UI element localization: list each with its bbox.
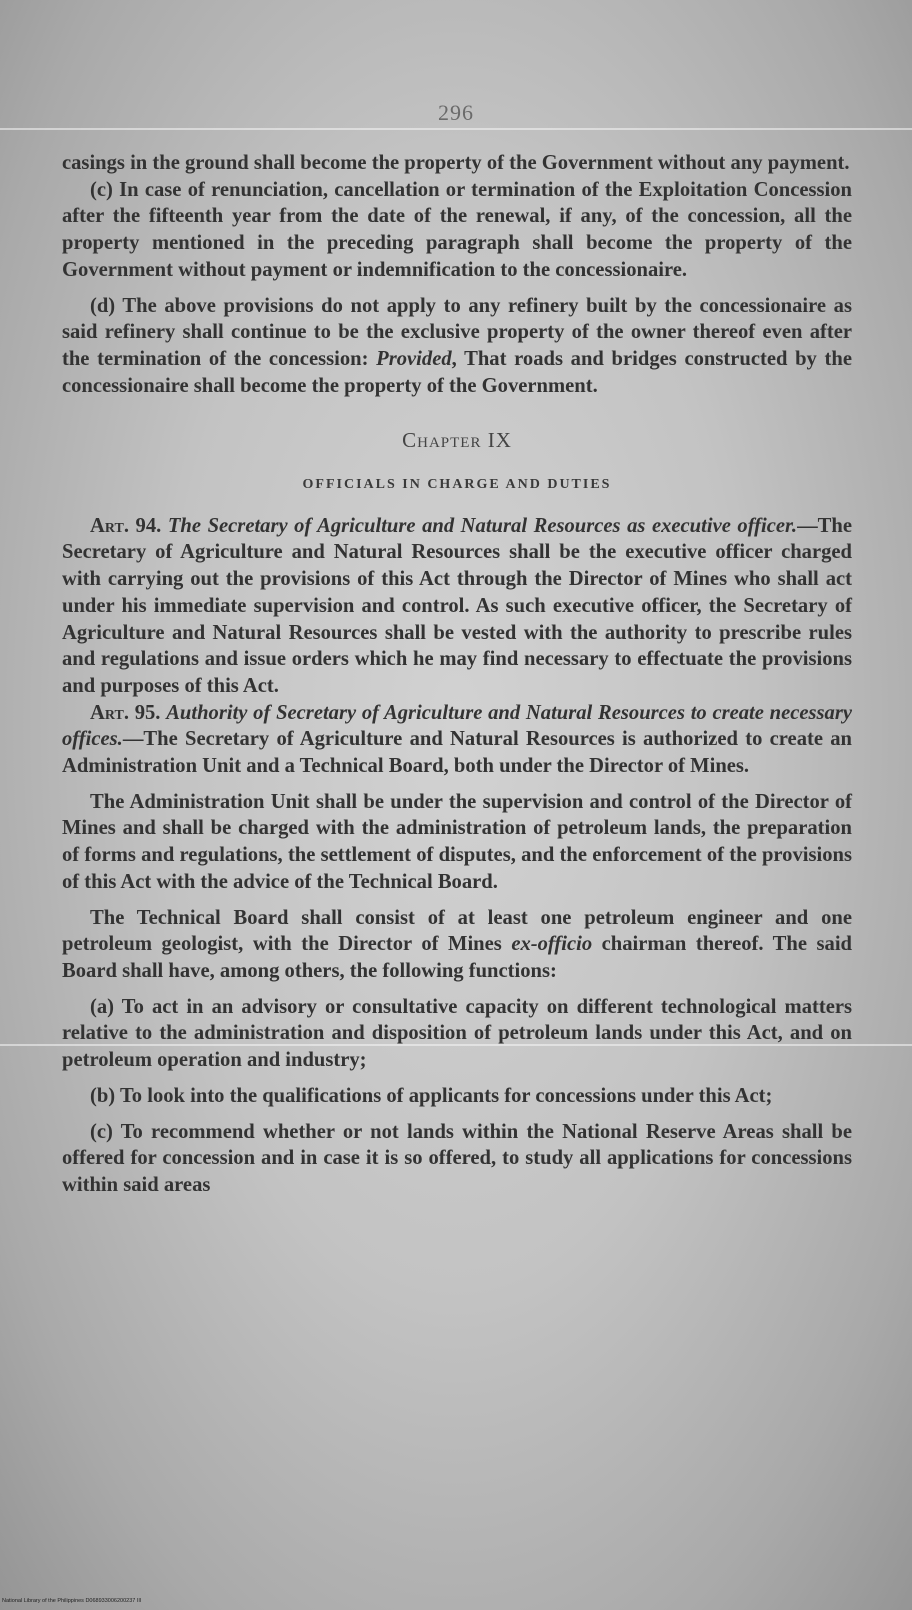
paragraph-d-main: (d) The above provisions do not apply to any refinery built by the concessionaire as said refinery shall continue to be the exclusive property of the owner thereof even after the termination of the concession:: [62, 294, 852, 370]
function-b: (b) To look into the qualifications of applicants for concessions under this Act;: [90, 1084, 773, 1107]
paragraph-technical-board: [62, 905, 852, 985]
paragraph-administration-unit: The Administration Unit shall be under the supervision and control of the Director of Mines and shall be charged with the administration of petroleum lands, the preparation of forms and regulations, the settlement of disputes, and the enforcement of the provisions of this Act with the advice of the Technical Board.: [62, 790, 852, 893]
chapter-title: Chapter IX: [402, 428, 512, 453]
paragraph-d-tail: , That roads and bridges constructed by the concessionaire shall become the property of the Government.: [62, 347, 852, 397]
function-c: (c) To recommend whether or not lands within the National Reserve Areas shall be offered for concession and in case it is so offered, to study all applications for concessions within said areas: [62, 1120, 852, 1196]
article-95-number: Art. 95.: [90, 701, 161, 724]
technical-board-text-a: The Technical Board shall consist of at least one petroleum engineer and one petroleum geologist, with the Director of Mines: [62, 906, 852, 956]
article-94-text: —The Secretary of Agriculture and Natural Resources shall be the executive officer charged with carrying out the provisions of this Act through the Director of Mines who shall act under his immediate supervision and control. As such executive officer, the Secretary of Agriculture and Natural Resources shall be vested with the authority to prescribe rules and regulations and issue orders which he may find necessary to effectuate the provisions and purposes of this Act.: [62, 514, 852, 697]
article-94-number: Art. 94.: [90, 514, 162, 537]
article-95-text: —The Secretary of Agriculture and Natural Resources is authorized to create an Administration Unit and a Technical Board, both under the Director of Mines.: [62, 728, 852, 778]
library-footer: National Library of the Philippines D068933006200237 III: [2, 1598, 142, 1604]
technical-board-text-b: chairman thereof. The said Board shall have, among others, the following functions:: [62, 933, 853, 982]
ex-officio-term: ex-officio: [511, 933, 593, 956]
section-heading: OFFICIALS IN CHARGE AND DUTIES: [302, 477, 612, 493]
function-a: (a) To act in an advisory or consultative capacity on different technological matters relative to the administration and disposition of petroleum lands under this Act, and on petroleum operation and industry;: [62, 995, 852, 1072]
provided-term: Provided: [376, 347, 452, 370]
article-94: [62, 513, 852, 700]
page-number: 296: [438, 100, 474, 125]
paragraph-d-refinery: [62, 293, 852, 400]
article-95: [62, 700, 852, 780]
paragraph-casings: casings in the ground shall become the property of the Government without any payment.: [62, 152, 850, 174]
document-body: [62, 150, 852, 1199]
article-95-title: Authority of Secretary of Agriculture and Natural Resources to create necessary offices.: [62, 701, 852, 751]
paragraph-c-renunciation: (c) In case of renunciation, cancellation or termination of the Exploitation Concession after the fifteenth year from the date of the renewal, if any, of the concession, all the property mentioned in the preceding paragraph shall become the property of the Government without payment or indemnification to the concessionaire.: [62, 178, 852, 281]
article-94-title: The Secretary of Agriculture and Natural Resources as executive officer.: [167, 514, 798, 537]
scan-light-band: [0, 128, 912, 130]
